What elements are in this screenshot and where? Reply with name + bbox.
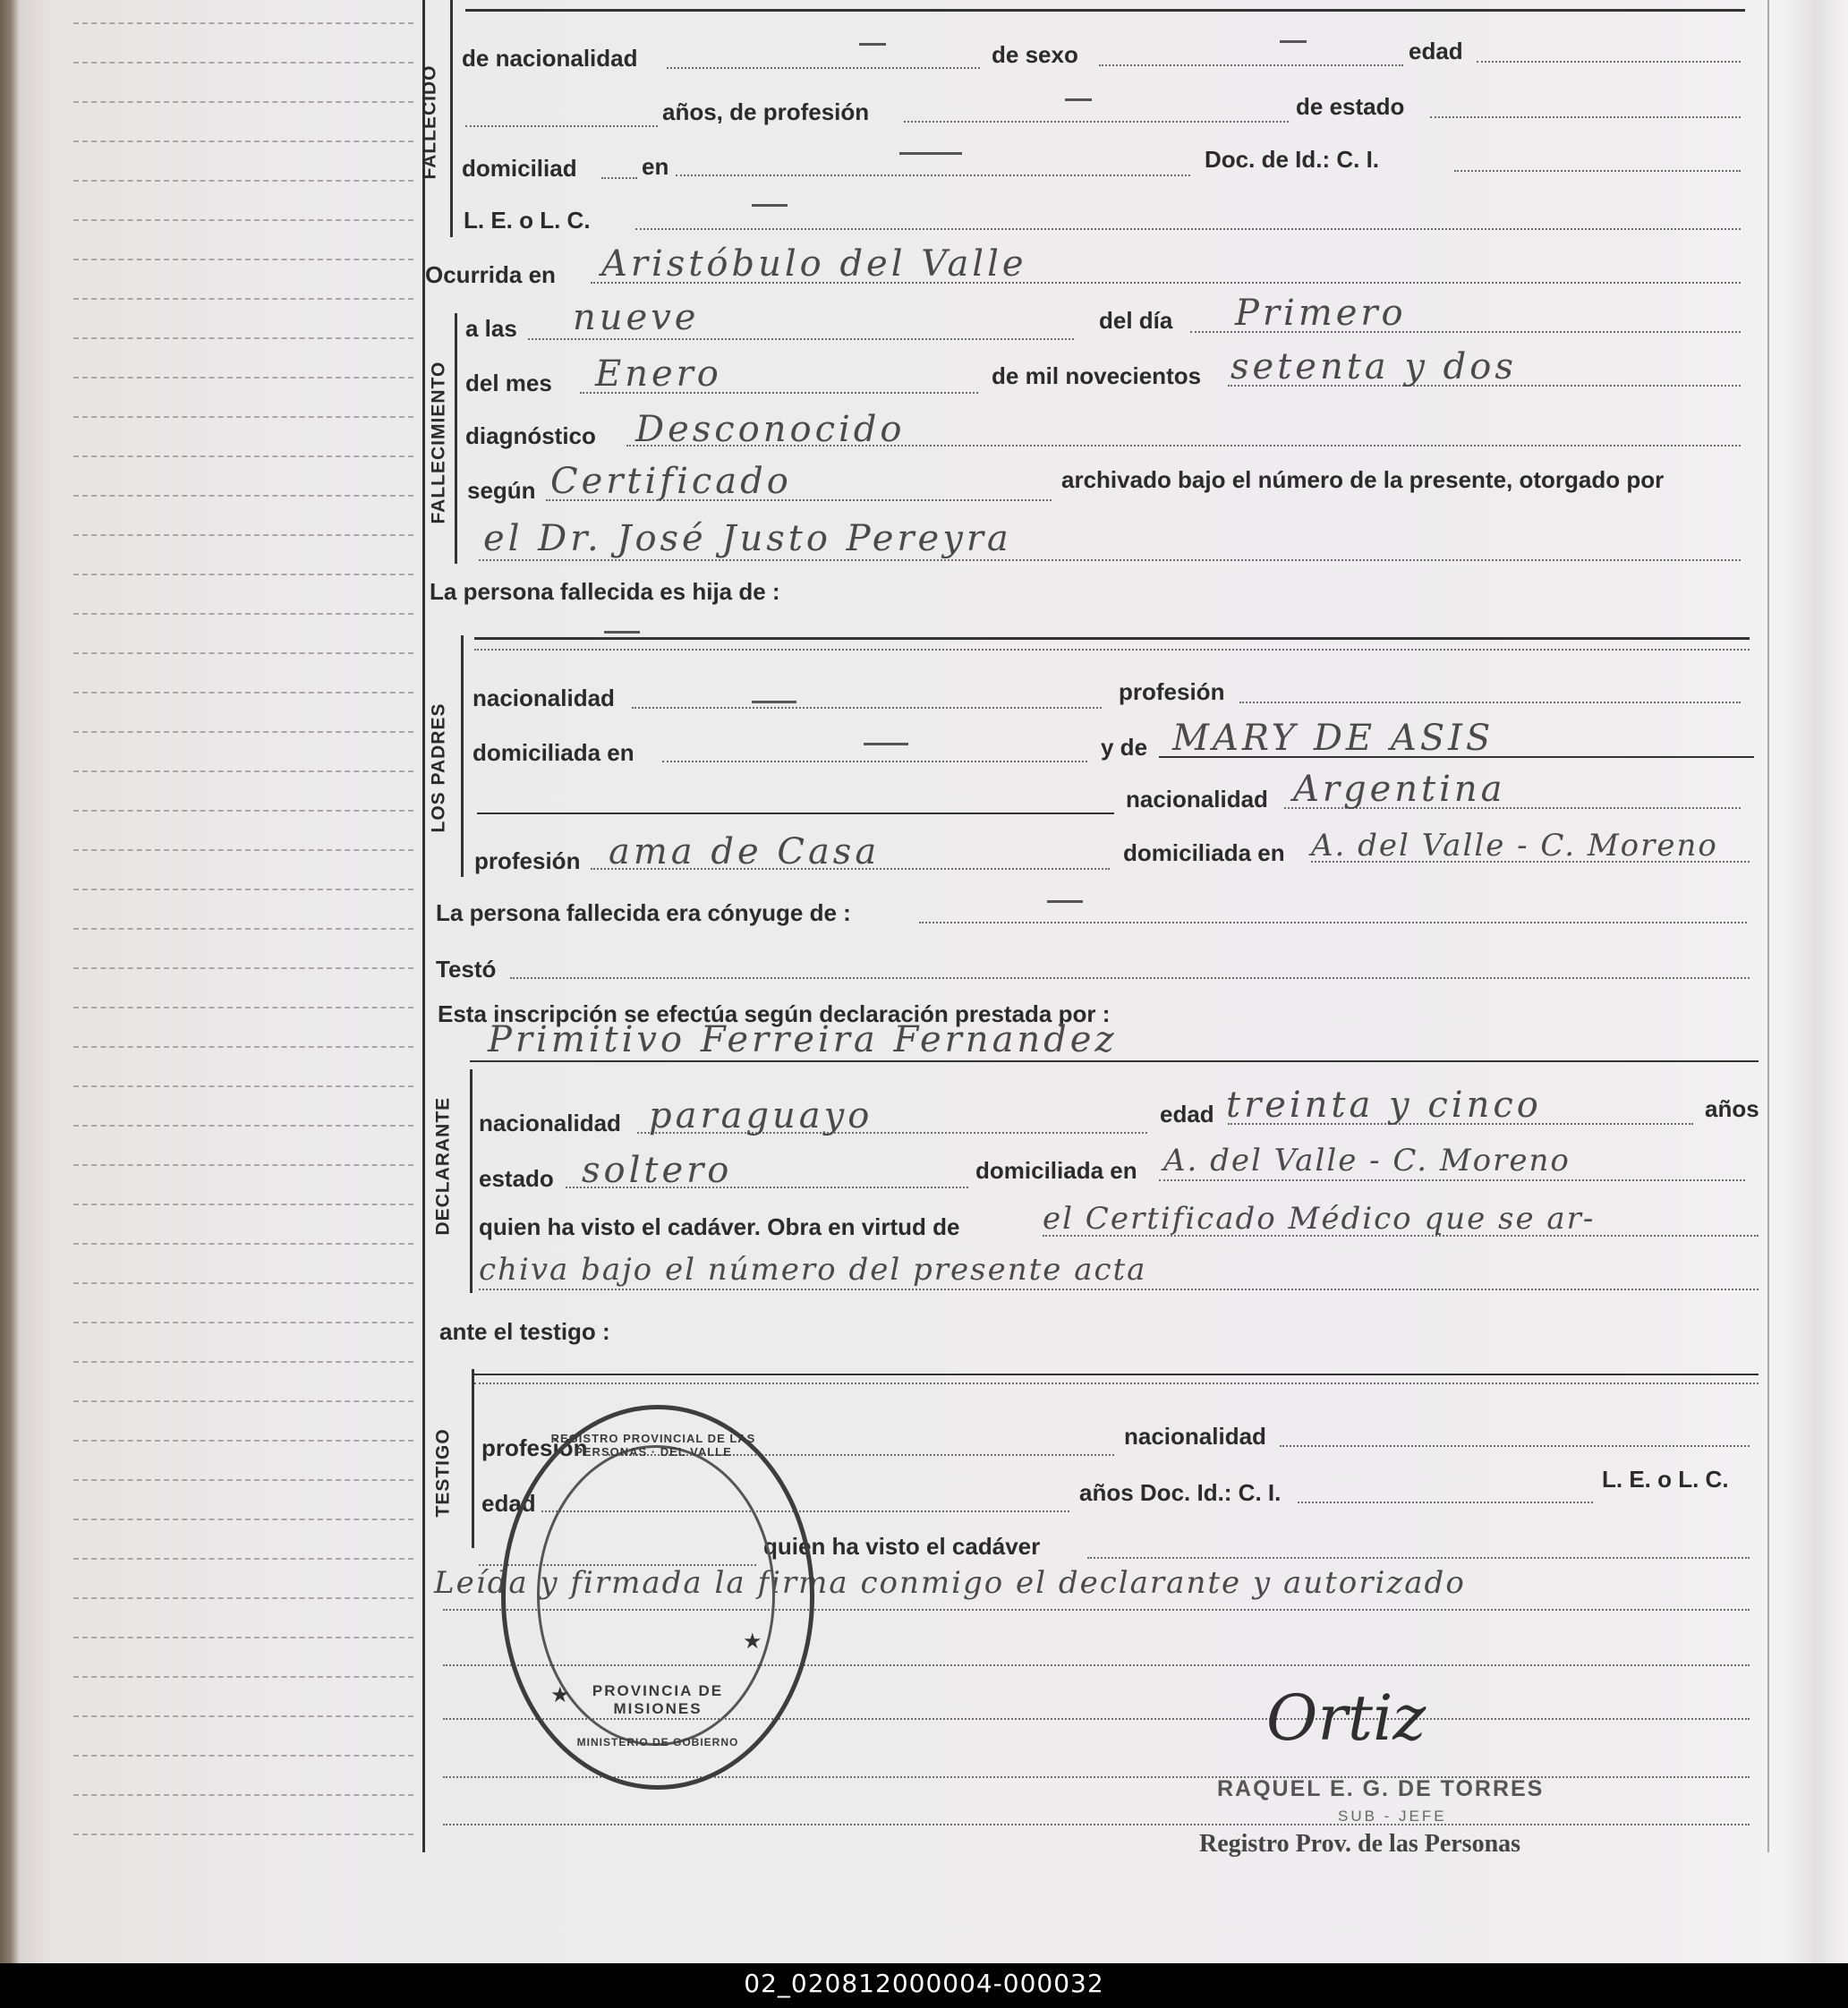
field-le-lc <box>635 228 1741 230</box>
blank-dash <box>752 701 796 703</box>
hw-madre-profesion: ama de Casa <box>609 831 881 872</box>
hw-leida: Leída y firmada la firma conmigo el declarante y autorizado <box>434 1565 1466 1601</box>
blank-dash <box>859 43 886 46</box>
label-archivado: archivado bajo el número de la presente, otorgado por <box>1061 466 1665 493</box>
section-testigo: TESTIGO <box>432 1428 454 1518</box>
field-declarante-name <box>470 1060 1759 1062</box>
label-le-lc: L. E. o L. C. <box>464 207 591 234</box>
hw-mes: Enero <box>595 353 722 395</box>
label-ante-testigo: ante el testigo : <box>439 1318 610 1345</box>
field-estado <box>1430 116 1741 118</box>
stub-line <box>73 1755 413 1757</box>
field-obra-2 <box>479 1289 1759 1290</box>
bracket-fallecido <box>450 0 453 237</box>
field-domicilio-en <box>676 174 1190 176</box>
label-t-visto: quien ha visto el cadáver <box>763 1533 1041 1560</box>
hw-madre: MARY DE ASIS <box>1172 718 1495 759</box>
field-conyuge <box>919 922 1747 923</box>
stub-line <box>73 574 413 575</box>
stub-line <box>73 416 413 418</box>
stub-line <box>73 377 413 379</box>
field-anios <box>465 125 658 127</box>
stub-line <box>73 101 413 103</box>
label-d-visto: quien ha visto el cadáver. Obra en virtud de <box>479 1213 960 1240</box>
hw-anio: setenta y dos <box>1231 346 1517 387</box>
label-a-las: a las <box>465 315 517 342</box>
label-segun: según <box>467 477 536 504</box>
label-p-nacionalidad: nacionalidad <box>473 685 615 711</box>
stub-line <box>73 1519 413 1520</box>
stub-line <box>73 1204 413 1205</box>
seal-star-icon: ★ <box>550 1683 570 1707</box>
stub-line <box>73 889 413 890</box>
label-t-le-lc: L. E. o L. C. <box>1602 1466 1729 1493</box>
bracket-padres <box>461 635 464 877</box>
file-caption: 02_020812000004-000032 <box>744 1969 1104 1998</box>
seal-star-icon: ★ <box>743 1629 762 1654</box>
right-border <box>1767 0 1769 1852</box>
stub-line <box>73 1164 413 1166</box>
stub-line <box>73 1479 413 1481</box>
stub-line <box>73 534 413 536</box>
hw-hora: nueve <box>573 297 700 338</box>
blank-dash <box>864 743 908 745</box>
blank-dash <box>604 631 640 634</box>
stub-line <box>73 1794 413 1796</box>
field-blank-4 <box>443 1824 1750 1825</box>
stub-line <box>73 613 413 615</box>
label-t-profesion: profesión <box>481 1434 588 1461</box>
hw-diagnostico: Desconocido <box>635 409 906 450</box>
hw-declarante-estado: soltero <box>582 1150 733 1191</box>
field-p-nacionalidad <box>632 707 1102 709</box>
hw-obra-1: el Certificado Médico que se ar- <box>1043 1201 1596 1237</box>
stub-line <box>73 180 413 182</box>
stub-line <box>73 62 413 64</box>
label-sexo: de sexo <box>992 41 1078 68</box>
stub-line <box>73 810 413 812</box>
label-nacionalidad: de nacionalidad <box>462 45 638 72</box>
field-d-domiciliada <box>1159 1179 1745 1181</box>
stub-line <box>73 1243 413 1245</box>
stub-line <box>73 455 413 457</box>
stub-line <box>73 731 413 733</box>
label-en: en <box>642 153 669 180</box>
label-t-nacionalidad: nacionalidad <box>1124 1423 1266 1450</box>
blank-dash <box>1065 98 1092 101</box>
field-padre-rule <box>477 813 1114 814</box>
section-padres: LOS PADRES <box>428 702 449 833</box>
stub-line <box>73 337 413 339</box>
stub-line <box>73 849 413 851</box>
seal-ministry-text: MINISTERIO DE GOBIERNO <box>576 1736 739 1748</box>
label-edad: edad <box>1409 38 1463 64</box>
label-testo: Testó <box>436 956 497 983</box>
stub-line <box>73 928 413 930</box>
field-nacionalidad <box>667 67 980 69</box>
stub-line <box>73 1282 413 1284</box>
stub-line <box>73 219 413 221</box>
label-del-mes: del mes <box>465 370 552 396</box>
field-domicilio <box>601 177 637 179</box>
stub-line <box>73 1558 413 1560</box>
stub-line <box>73 1322 413 1323</box>
stub-line <box>73 495 413 497</box>
rule-padres-dots <box>474 649 1750 651</box>
stub-line <box>73 1125 413 1127</box>
label-doc-id: Doc. de Id.: C. I. <box>1205 146 1380 173</box>
label-anios-profesion: años, de profesión <box>662 98 870 125</box>
label-d-nacionalidad: nacionalidad <box>479 1110 621 1136</box>
blank-dash <box>899 152 962 155</box>
seal-top-text: REGISTRO PROVINCIAL DE LAS PERSONAS · DEL VALLE <box>550 1432 756 1459</box>
field-otorgado <box>479 559 1741 561</box>
signatory-office: Registro Prov. de las Personas <box>1199 1830 1521 1858</box>
hw-madre-domicilio: A. del Valle - C. Moreno <box>1311 828 1718 864</box>
field-edad <box>1477 61 1741 63</box>
stub-line <box>73 1361 413 1363</box>
field-t-nacionalidad <box>1280 1445 1750 1447</box>
signatory-title: SUB - JEFE <box>1338 1808 1447 1825</box>
bracket-declarante <box>470 1069 473 1293</box>
field-a-las <box>528 338 1074 340</box>
bracket-testigo <box>472 1369 474 1548</box>
section-declarante: DECLARANTE <box>432 1096 454 1236</box>
stub-line <box>73 1440 413 1442</box>
stub-line <box>73 1046 413 1048</box>
rule-padres-top <box>474 637 1750 640</box>
hw-declarante: Primitivo Ferreira Fernandez <box>488 1019 1118 1060</box>
label-d-domiciliada: domiciliada en <box>975 1157 1137 1184</box>
blank-dash <box>1047 900 1083 903</box>
blank-dash <box>1280 40 1307 43</box>
label-del-dia: del día <box>1099 307 1173 334</box>
section-fallecido: FALLECIDO <box>419 64 440 180</box>
rule-testigo-dots <box>474 1383 1759 1384</box>
label-conyuge: La persona fallecida era cónyuge de : <box>436 899 851 926</box>
field-doc-id <box>1454 170 1741 172</box>
hw-ocurrida: Aristóbulo del Valle <box>601 243 1027 285</box>
field-p-domiciliada <box>662 761 1087 762</box>
label-d-estado: estado <box>479 1165 554 1192</box>
stub-line <box>73 1637 413 1638</box>
rule-testigo-top <box>474 1374 1759 1375</box>
stub-line <box>73 140 413 142</box>
label-d-edad: edad <box>1160 1101 1214 1127</box>
hw-medico: el Dr. José Justo Pereyra <box>483 518 1012 559</box>
seal-bottom-text: PROVINCIA DE MISIONES <box>592 1682 724 1717</box>
signatory-name: RAQUEL E. G. DE TORRES <box>1217 1776 1545 1801</box>
label-t-anios-doc: años Doc. Id.: C. I. <box>1079 1479 1282 1506</box>
label-domicilio: domiciliad <box>462 155 577 182</box>
stub-line <box>73 770 413 772</box>
section-fallecimiento: FALLECIMIENTO <box>428 361 449 524</box>
hw-madre-nacionalidad: Argentina <box>1293 769 1506 810</box>
label-hija-de: La persona fallecida es hija de : <box>430 578 780 605</box>
label-y-de: y de <box>1101 734 1148 761</box>
label-ocurrida: Ocurrida en <box>425 261 556 288</box>
field-t-visto <box>1087 1557 1750 1559</box>
stub-line <box>73 652 413 654</box>
label-t-edad: edad <box>481 1490 536 1517</box>
field-sexo <box>1099 64 1403 66</box>
stub-line <box>73 692 413 693</box>
stub-line <box>73 1400 413 1402</box>
hw-dia: Primero <box>1235 293 1407 334</box>
hw-obra-2: chiva bajo el número del presente acta <box>479 1252 1147 1288</box>
stub-line <box>73 1007 413 1008</box>
stub-line <box>73 967 413 969</box>
stub-line <box>73 1834 413 1835</box>
field-t-doc <box>1298 1502 1593 1503</box>
label-d-anios: años <box>1705 1095 1759 1122</box>
blank-dash <box>752 204 788 207</box>
label-p-domiciliada: domiciliada en <box>473 739 634 766</box>
label-p-profesion: profesión <box>1119 678 1225 705</box>
stub-line <box>73 1085 413 1087</box>
label-m-domiciliada: domiciliada en <box>1123 839 1285 866</box>
stub-line <box>73 298 413 300</box>
bracket-fallecimiento <box>455 313 457 564</box>
label-de-mil: de mil novecientos <box>992 362 1202 389</box>
hw-declarante-edad: treinta y cinco <box>1226 1085 1542 1126</box>
stub-line <box>73 259 413 260</box>
label-diagnostico: diagnóstico <box>465 422 596 449</box>
hw-segun: Certificado <box>550 461 792 502</box>
signature: Ortiz <box>1266 1681 1426 1755</box>
stub-line <box>73 22 413 24</box>
field-testo <box>510 977 1750 979</box>
label-m-profesion: profesión <box>474 847 581 874</box>
field-p-profesion <box>1239 702 1741 703</box>
hw-declarante-nacionalidad: paraguayo <box>649 1095 873 1136</box>
label-de-estado: de estado <box>1296 93 1405 120</box>
label-m-nacionalidad: nacionalidad <box>1126 786 1268 813</box>
hw-declarante-domicilio: A. del Valle - C. Moreno <box>1163 1143 1571 1178</box>
stub-line <box>73 1715 413 1717</box>
stub-line <box>73 1676 413 1678</box>
label-inscripcion: Esta inscripción se efectúa según declaración prestada por : <box>438 1000 1111 1027</box>
field-profesion <box>904 121 1289 123</box>
record-stub <box>20 0 418 1963</box>
stub-line <box>73 1597 413 1599</box>
top-rule <box>465 9 1745 12</box>
